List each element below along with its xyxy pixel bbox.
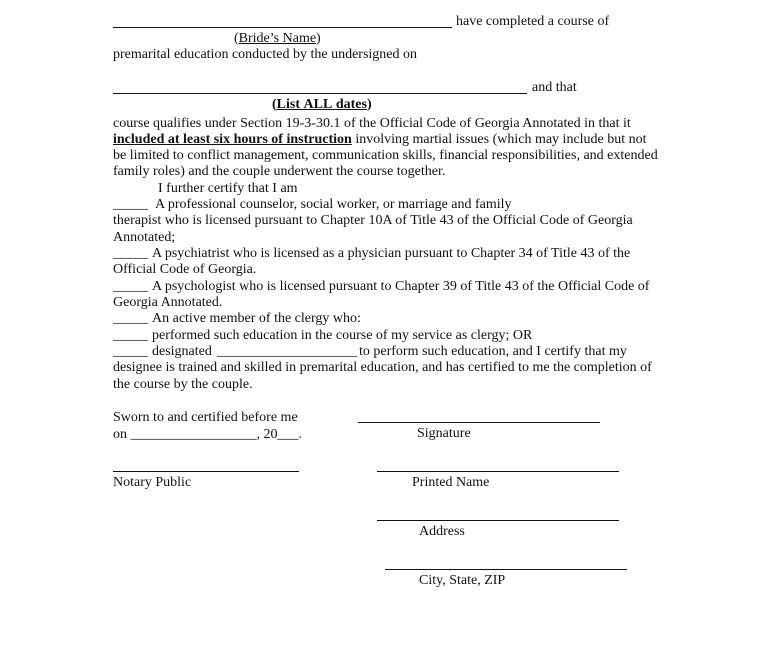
counselor-line-2: therapist who is licensed pursuant to Chapter 10A of Title 43 of the Official Code of Georgia <box>113 213 633 228</box>
psychiatrist-line-2: Official Code of Georgia. <box>113 262 257 277</box>
six-hours-emphasis: included at least six hours of instruction <box>113 132 352 147</box>
designee-line-1: designee is trained and skilled in premarital education, and has certified to me the completion of <box>113 360 652 375</box>
sworn-date-line[interactable]: on __________________, 20___. <box>113 427 302 442</box>
bride-name-label: (Bride’s Name) <box>234 31 321 46</box>
psychologist-line-1: A psychologist who is licensed pursuant to Chapter 39 of Title 43 of the Official Code of <box>152 279 650 294</box>
address-label: Address <box>419 524 465 539</box>
qualify-line-4: family roles) and the couple underwent the course together. <box>113 164 446 179</box>
psychologist-checkbox-line[interactable]: _____ <box>113 279 148 294</box>
designee-name-line[interactable]: ____________________ <box>217 344 357 359</box>
qualify-line-2: included at least six hours of instruction involving martial issues (which may include but not <box>113 132 647 147</box>
premarital-text: premarital education conducted by the undersigned on <box>113 47 418 62</box>
completed-course-text: have completed a course of <box>456 14 610 29</box>
clergy-performed-checkbox-line[interactable]: _____ <box>113 328 148 343</box>
psychiatrist-checkbox-line[interactable]: _____ <box>113 246 148 261</box>
city-state-zip-line[interactable] <box>385 569 627 570</box>
printed-name-label: Printed Name <box>412 475 490 490</box>
psychiatrist-line-1: A psychiatrist who is licensed as a physician pursuant to Chapter 34 of Title 43 of the <box>152 246 631 261</box>
signature-label: Signature <box>417 426 471 441</box>
city-state-zip-label: City, State, ZIP <box>419 573 506 588</box>
counselor-line-3: Annotated; <box>113 230 176 245</box>
notary-line[interactable] <box>113 471 299 472</box>
clergy-performed-line: performed such education in the course of my service as clergy; OR <box>152 328 533 343</box>
signature-line[interactable] <box>358 422 600 423</box>
qualify-line-3: be limited to conflict management, communication skills, financial responsibilities, and extended <box>113 148 658 163</box>
clergy-designated-checkbox-line[interactable]: _____ <box>113 344 148 359</box>
clergy-designated-rest: to perform such education, and I certify that my <box>359 344 627 359</box>
printed-name-line[interactable] <box>377 471 619 472</box>
notary-label: Notary Public <box>113 475 192 490</box>
bride-name-line[interactable] <box>113 27 452 28</box>
sworn-text: Sworn to and certified before me <box>113 410 298 425</box>
clergy-designated-text: designated <box>152 344 212 359</box>
clergy-line: An active member of the clergy who: <box>152 311 361 326</box>
list-all-dates-label: (List ALL dates) <box>272 97 372 112</box>
counselor-line-1: A professional counselor, social worker, or marriage and family <box>155 197 512 212</box>
counselor-checkbox-line[interactable]: _____ <box>113 197 148 212</box>
psychologist-line-2: Georgia Annotated. <box>113 295 223 310</box>
clergy-checkbox-line[interactable]: _____ <box>113 311 148 326</box>
qualify-line-1: course qualifies under Section 19-3-30.1 of the Official Code of Georgia Annotated in that it <box>113 116 631 131</box>
certify-text: I further certify that I am <box>158 181 298 196</box>
designee-line-2: the course by the couple. <box>113 377 253 392</box>
address-line[interactable] <box>377 520 619 521</box>
dates-line[interactable] <box>113 93 527 94</box>
and-that-text: and that <box>532 80 577 95</box>
